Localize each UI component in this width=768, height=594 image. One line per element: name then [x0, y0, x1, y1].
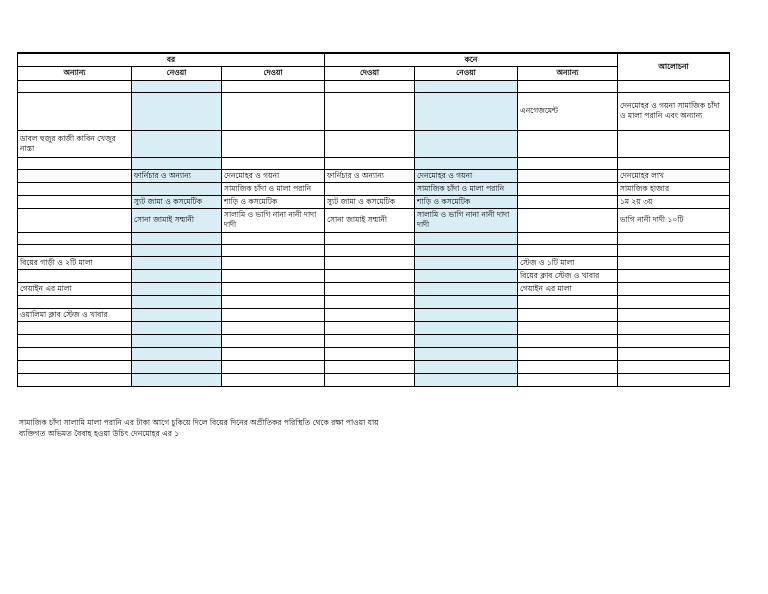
table-cell[interactable] — [618, 321, 730, 334]
table-cell[interactable] — [325, 269, 415, 282]
table-cell[interactable] — [618, 308, 730, 321]
table-cell[interactable]: সামাজিক হাজার — [618, 182, 730, 195]
table-cell[interactable] — [325, 308, 415, 321]
table-cell[interactable] — [18, 269, 132, 282]
table-cell[interactable] — [325, 295, 415, 308]
group-header-bor: বর — [18, 53, 325, 66]
table-cell[interactable] — [222, 360, 325, 373]
table-cell[interactable]: সামাজিক চাঁদা ও মালা পরানি — [222, 182, 325, 195]
table-cell[interactable]: শাড়ি ও কসমেটিক — [222, 195, 325, 208]
table-cell[interactable] — [18, 347, 132, 360]
table-cell[interactable] — [518, 169, 618, 182]
table-cell[interactable] — [222, 130, 325, 157]
table-cell[interactable] — [415, 269, 518, 282]
table-cell[interactable] — [325, 256, 415, 269]
footnote-line: সামাজিক চাঁদা সালামি মালা পরানি এর টাকা আগে চুকিয়ে দিলে বিয়ের দিনের অপ্রীতিকর পরিস্থিতি থেকে রক্ষা পাওয়া যায় — [19, 418, 379, 427]
table-row — [18, 282, 730, 295]
table-cell[interactable] — [415, 360, 518, 373]
table-cell[interactable]: ডাবল হুজুর কাজী কাবিন খেজুর নাস্তা — [18, 130, 132, 157]
table-cell[interactable] — [222, 157, 325, 169]
group-header-discussion: আলোচনা — [618, 53, 730, 80]
column-header: অন্যান্য — [18, 66, 132, 80]
table-cell[interactable] — [222, 244, 325, 256]
table-cell[interactable] — [222, 373, 325, 386]
table-cell[interactable]: এনগেজমেন্ট — [518, 92, 618, 130]
table-cell[interactable] — [18, 295, 132, 308]
table-cell[interactable] — [18, 182, 132, 195]
table-cell[interactable] — [325, 182, 415, 195]
table-cell[interactable]: স্যুট জামা ও কসমেটিক — [325, 195, 415, 208]
table-cell[interactable]: বিয়ের গাড়ী ও ২টি মালা — [18, 256, 132, 269]
table-cell[interactable] — [415, 92, 518, 130]
table-row — [18, 130, 730, 157]
table-cell[interactable] — [132, 130, 222, 157]
table-cell[interactable] — [222, 295, 325, 308]
table-cell[interactable] — [132, 232, 222, 244]
table-cell[interactable] — [618, 373, 730, 386]
table-cell[interactable] — [222, 347, 325, 360]
table-cell[interactable] — [618, 130, 730, 157]
table-cell[interactable] — [618, 269, 730, 282]
table-row — [18, 195, 730, 208]
table-cell[interactable]: দেনমোহর ও গয়না সামাজিক চাঁদা ও মালা পরানি এবং অন্যান্য — [618, 92, 730, 130]
table-cell[interactable] — [222, 92, 325, 130]
table-cell[interactable] — [132, 157, 222, 169]
table-cell[interactable]: গেয়াইন এর মালা — [18, 282, 132, 295]
table-cell[interactable] — [618, 360, 730, 373]
table-cell[interactable] — [618, 282, 730, 295]
table-cell[interactable]: স্যুট জামা ও কসমেটিক — [132, 195, 222, 208]
table-cell[interactable]: ওয়ালিমা ক্লাব স্টেজ ও খাবার — [18, 308, 132, 321]
table-cell[interactable] — [132, 373, 222, 386]
footnotes — [19, 417, 379, 439]
table-cell[interactable] — [415, 282, 518, 295]
column-header: দেওয়া — [222, 66, 325, 80]
table-cell[interactable] — [132, 80, 222, 92]
table-row — [18, 232, 730, 244]
table-cell[interactable] — [18, 92, 132, 130]
table-cell[interactable] — [415, 256, 518, 269]
table-cell[interactable] — [325, 334, 415, 347]
table-cell[interactable] — [132, 92, 222, 130]
table-row — [18, 308, 730, 321]
table-row — [18, 321, 730, 334]
table-cell[interactable]: সালামি ও ভাগি নানা নানী দাদা দাদী — [415, 208, 518, 232]
column-header: দেওয়া — [325, 66, 415, 80]
table-cell[interactable] — [18, 321, 132, 334]
table-row — [18, 269, 730, 282]
table-cell[interactable] — [18, 360, 132, 373]
table-cell[interactable] — [325, 157, 415, 169]
table-cell[interactable] — [618, 295, 730, 308]
table-row — [18, 244, 730, 256]
table-cell[interactable] — [18, 244, 132, 256]
table-cell[interactable] — [222, 269, 325, 282]
table-body — [18, 80, 730, 386]
table-row — [18, 92, 730, 130]
table-cell[interactable]: শাড়ি ও কসমেটিক — [415, 195, 518, 208]
table-cell[interactable] — [518, 334, 618, 347]
table-cell[interactable]: দেনমোহর ও গয়না — [222, 169, 325, 182]
table-cell[interactable] — [415, 308, 518, 321]
table-row — [18, 373, 730, 386]
table-cell[interactable] — [618, 347, 730, 360]
table-cell[interactable] — [18, 169, 132, 182]
table-cell[interactable] — [222, 256, 325, 269]
table-cell[interactable]: স্টেজ ও ১টি মালা — [518, 256, 618, 269]
table-cell[interactable] — [518, 195, 618, 208]
table-cell[interactable] — [518, 80, 618, 92]
table-cell[interactable] — [325, 360, 415, 373]
table-cell[interactable] — [618, 256, 730, 269]
table-cell[interactable] — [132, 360, 222, 373]
table-cell[interactable] — [518, 373, 618, 386]
table-cell[interactable] — [518, 321, 618, 334]
table-cell[interactable]: বিয়ের ক্লাব স্টেজ ও খাবার — [518, 269, 618, 282]
table-cell[interactable] — [415, 334, 518, 347]
table-cell[interactable] — [132, 282, 222, 295]
table-cell[interactable] — [415, 373, 518, 386]
table-cell[interactable] — [518, 295, 618, 308]
table-row — [18, 208, 730, 232]
table-cell[interactable] — [132, 308, 222, 321]
column-header: নেওয়া — [415, 66, 518, 80]
group-header-kone: কনে — [325, 53, 618, 66]
table-cell[interactable]: ফার্নিচার ও অন্যান্য — [132, 169, 222, 182]
table-cell[interactable] — [132, 182, 222, 195]
table-row — [18, 347, 730, 360]
table-cell[interactable] — [325, 232, 415, 244]
table-cell[interactable]: ভাগি নানী দাদী ১০টি — [618, 208, 730, 232]
table-cell[interactable] — [18, 80, 132, 92]
table-row — [18, 256, 730, 269]
table-cell[interactable] — [222, 80, 325, 92]
table-cell[interactable] — [222, 308, 325, 321]
table-cell[interactable] — [518, 360, 618, 373]
table-cell[interactable] — [325, 321, 415, 334]
column-header: নেওয়া — [132, 66, 222, 80]
table-cell[interactable]: সোনা জামাই সম্মানী — [132, 208, 222, 232]
table-cell[interactable]: দেনমোহর ও গয়না — [415, 169, 518, 182]
table-cell[interactable] — [415, 295, 518, 308]
table-cell[interactable] — [518, 157, 618, 169]
table-cell[interactable] — [518, 244, 618, 256]
table-cell[interactable] — [415, 232, 518, 244]
table-cell[interactable] — [325, 373, 415, 386]
table-cell[interactable] — [132, 347, 222, 360]
table-cell[interactable] — [618, 80, 730, 92]
table-cell[interactable] — [132, 321, 222, 334]
table-cell[interactable] — [18, 232, 132, 244]
table-cell[interactable] — [518, 347, 618, 360]
table-cell[interactable] — [618, 232, 730, 244]
table-cell[interactable] — [18, 195, 132, 208]
table-cell[interactable] — [618, 334, 730, 347]
table-cell[interactable]: সামাজিক চাঁদা ও মালা পরানি — [415, 182, 518, 195]
table-row — [18, 80, 730, 92]
table-cell[interactable] — [18, 334, 132, 347]
table-cell[interactable]: সালামি ও ভাগি নানা নানী দাদা দাদী — [222, 208, 325, 232]
table-cell[interactable]: সোনা জামাই সম্মানী — [325, 208, 415, 232]
table-cell[interactable] — [132, 256, 222, 269]
column-header: অন্যান্য — [518, 66, 618, 80]
table-cell[interactable]: ১ম ২য় ৩য় — [618, 195, 730, 208]
table-row — [18, 334, 730, 347]
table-row — [18, 182, 730, 195]
table-cell[interactable] — [18, 208, 132, 232]
table-cell[interactable] — [325, 244, 415, 256]
table-cell[interactable] — [18, 157, 132, 169]
table-cell[interactable] — [325, 347, 415, 360]
table-cell[interactable] — [325, 92, 415, 130]
table-cell[interactable] — [415, 157, 518, 169]
table-cell[interactable] — [415, 347, 518, 360]
table-cell[interactable] — [132, 244, 222, 256]
table-cell[interactable]: ফার্নিচার ও অন্যান্য — [325, 169, 415, 182]
footnote-line: ব্যক্তিগত অভিমত বৈবাহ হওয়া উচিৎ দেনমোহর এর ১ — [19, 429, 180, 438]
table-cell[interactable] — [415, 244, 518, 256]
table-cell[interactable] — [415, 80, 518, 92]
table-cell[interactable] — [222, 282, 325, 295]
table-cell[interactable] — [518, 130, 618, 157]
table-cell[interactable] — [618, 157, 730, 169]
table-row — [18, 157, 730, 169]
table-cell[interactable] — [132, 269, 222, 282]
table-row — [18, 360, 730, 373]
table-cell[interactable] — [415, 321, 518, 334]
table-cell[interactable] — [325, 282, 415, 295]
table-cell[interactable] — [325, 80, 415, 92]
table-cell[interactable] — [222, 334, 325, 347]
table-cell[interactable] — [415, 130, 518, 157]
table-cell[interactable] — [518, 208, 618, 232]
table-cell[interactable] — [518, 308, 618, 321]
planning-table — [17, 52, 730, 387]
table-cell[interactable] — [518, 182, 618, 195]
table-cell[interactable] — [132, 295, 222, 308]
table-cell[interactable]: দেনমোহর লাখ — [618, 169, 730, 182]
table-cell[interactable]: গেয়াইন এর মালা — [518, 282, 618, 295]
table-cell[interactable] — [518, 232, 618, 244]
table-cell[interactable] — [222, 232, 325, 244]
table-row — [18, 295, 730, 308]
table-cell[interactable] — [618, 244, 730, 256]
table-cell[interactable] — [222, 321, 325, 334]
table-cell[interactable] — [132, 334, 222, 347]
table-cell[interactable] — [18, 373, 132, 386]
table-row — [18, 169, 730, 182]
table-cell[interactable] — [325, 130, 415, 157]
